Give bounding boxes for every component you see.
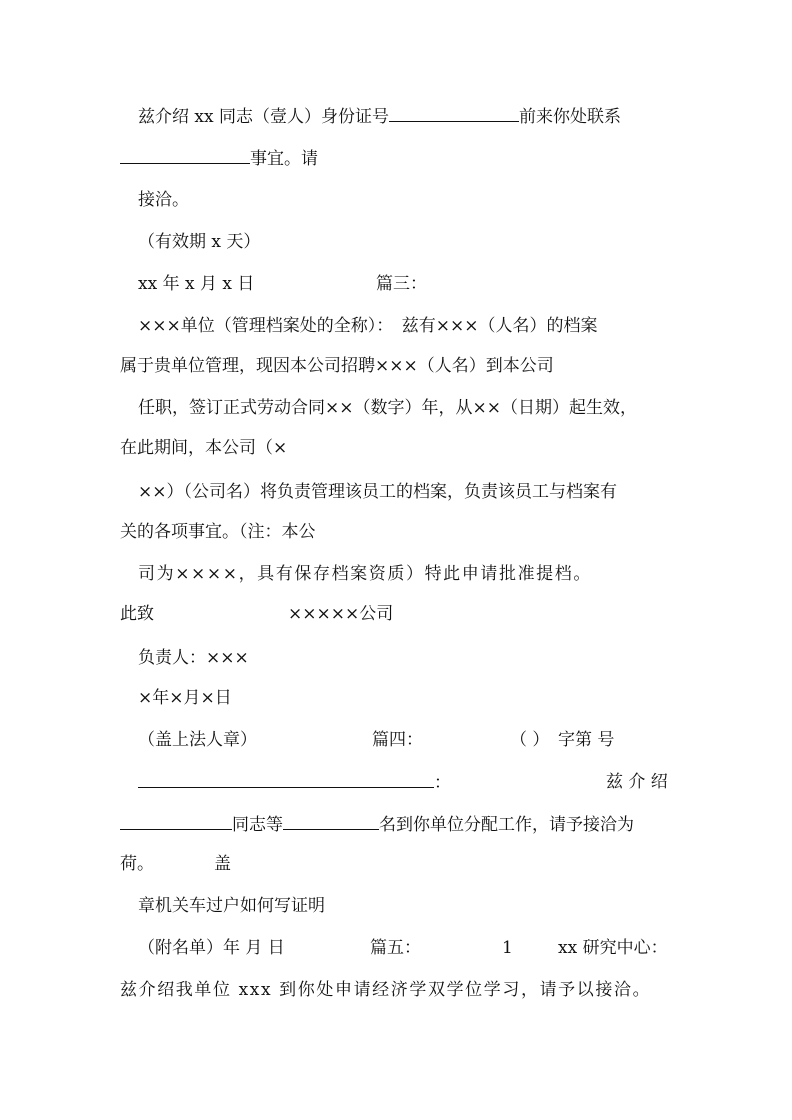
paragraph-line-7: 属于贵单位管理，现因本公司招聘×××（人名）到本公司 (120, 356, 554, 376)
date-line (138, 272, 698, 296)
addressee-blank (138, 770, 434, 788)
company-name: ×××××公司 (288, 604, 394, 624)
reference-paren: （ ） (510, 730, 550, 750)
matter-text: 事宜。请 (250, 149, 318, 169)
addressee-line (138, 770, 698, 794)
paragraph-line-18 (120, 812, 680, 836)
closing-text: 荷。 (120, 854, 154, 874)
paragraph-line-19 (120, 852, 680, 876)
paragraph-line-12: 司为××××，具有保存档案资质）特此申请批准提档。 (138, 564, 592, 584)
salutation-text: 此致 (120, 604, 154, 624)
section-number: 1 (502, 938, 513, 958)
contact-text: 前来你处联系 (518, 107, 621, 127)
section-four-heading: 篇四： (372, 730, 423, 750)
date-text: xx 年 x 月 x 日 (138, 274, 255, 294)
comrade-text: 同志等 (232, 815, 283, 835)
section-five-heading: 篇五： (370, 938, 421, 958)
comrade-blank (120, 812, 232, 830)
paragraph-line-22: 兹介绍我单位 xxx 到你处申请经济学双学位学习，请予以接洽。 (120, 980, 652, 1000)
id-number-blank (389, 104, 519, 122)
assignment-text: 名到你单位分配工作，请予接洽为 (379, 815, 634, 835)
count-blank (283, 812, 379, 830)
paragraph-line-2 (120, 146, 680, 170)
matter-blank (120, 146, 250, 164)
introduce-text: 兹 介 绍 (606, 772, 668, 792)
seal-note: （盖上法人章） (138, 730, 257, 750)
attachment-line (138, 936, 698, 960)
recipient-name: xx 研究中心： (558, 938, 668, 958)
signature-date-line: ×年×月×日 (138, 688, 232, 708)
section-three-heading: 篇三： (376, 274, 427, 294)
salutation-line (120, 602, 680, 626)
paragraph-line-11: 关的各项事宜。（注：本公 (120, 522, 316, 542)
intro-text: 兹介绍 xx 同志（壹人）身份证号 (138, 107, 389, 127)
paragraph-line-9: 在此期间，本公司（× (120, 438, 288, 458)
paragraph-line-20: 章机关车过户如何写证明 (138, 896, 325, 916)
reference-number-label: 字第 号 (558, 730, 615, 750)
addressee-colon: ： (434, 773, 451, 793)
paragraph-line-1 (138, 104, 698, 128)
paragraph-line-6: ×××单位（管理档案处的全称）： 兹有×××（人名）的档案 (138, 316, 598, 336)
addressee-group (138, 770, 451, 795)
validity-line: （有效期 x 天） (138, 232, 261, 252)
paragraph-line-10: ××）（公司名）将负责管理该员工的档案，负责该员工与档案有 (138, 482, 617, 502)
paragraph-line-3: 接洽。 (138, 190, 189, 210)
seal-text: 盖 (214, 854, 231, 874)
attachment-date: （附名单）年 月 日 (138, 938, 285, 958)
paragraph-line-8: 任职，签订正式劳动合同××（数字）年，从××（日期）起生效， (138, 398, 637, 418)
responsible-person-line: 负责人：××× (138, 648, 249, 668)
seal-line (138, 728, 698, 752)
